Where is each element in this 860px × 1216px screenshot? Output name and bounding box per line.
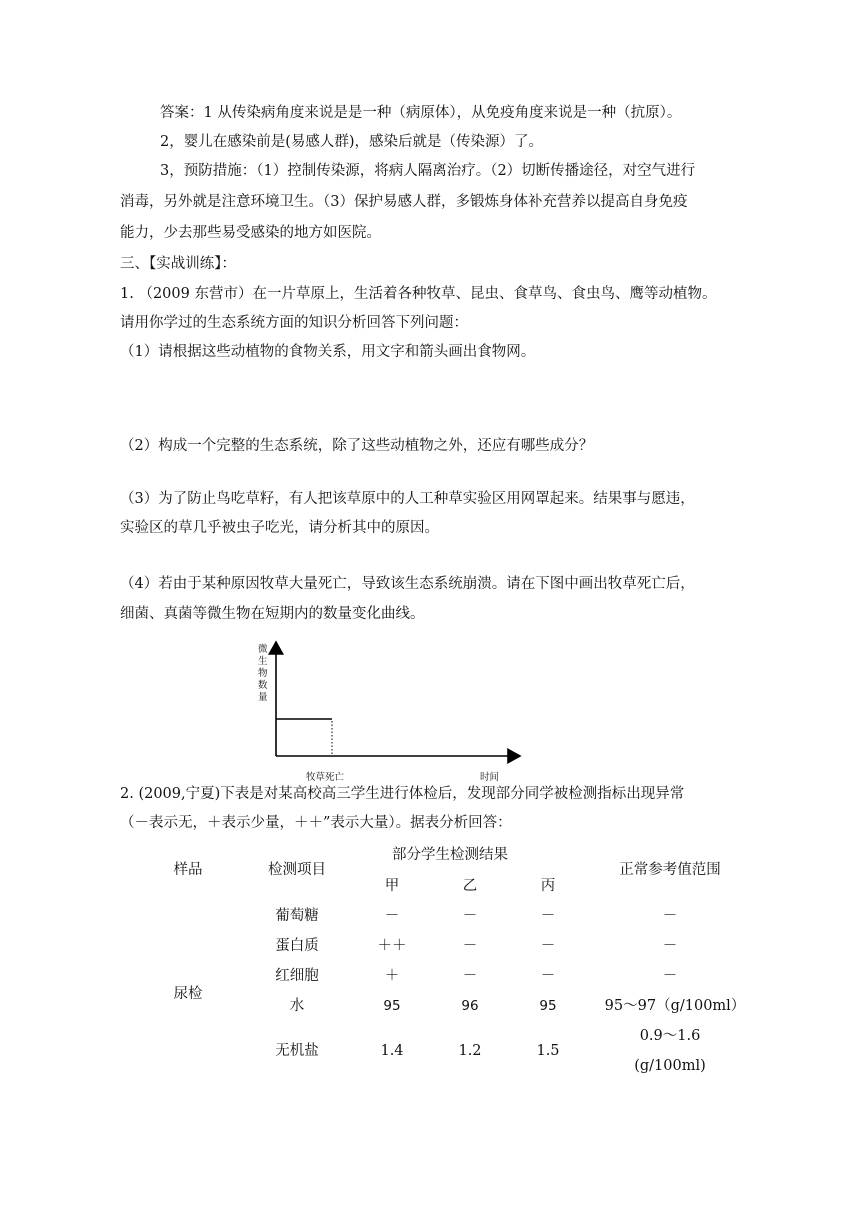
answer-line-1: 答案：1 从传染病角度来说是是一种（病原体），从免疫角度来说是一种（抗原）。 (160, 105, 682, 121)
q1-intro-a: 1. （2009 东营市）在一片草原上，生活着各种牧草、昆虫、食草鸟、食虫鸟、鹰等动植物。 (120, 286, 717, 302)
q1-part-3b: 实验区的草几乎被虫子吃光，请分析其中的原因。 (120, 520, 439, 536)
row-value-b: － (462, 908, 478, 924)
row-value-c: － (540, 938, 556, 954)
y-label-char: 物 (258, 668, 268, 679)
row-value-b: 1.2 (458, 1043, 482, 1059)
x-marker-label: 牧草死亡 (306, 772, 345, 783)
x-axis-label: 时间 (480, 772, 500, 783)
row-value-b: － (462, 968, 478, 984)
row-item: 葡萄糖 (275, 908, 319, 924)
sample-urine: 尿检 (173, 986, 203, 1002)
y-label-char: 生 (258, 656, 268, 667)
header-sample: 样品 (173, 862, 203, 878)
row-value-a: 95 (383, 998, 401, 1014)
header-normal: 正常参考值范围 (619, 862, 721, 878)
row-item: 红细胞 (275, 968, 319, 984)
row-value-c: － (540, 968, 556, 984)
row-value-c: － (540, 908, 556, 924)
q1-part-4a: （4）若由于某种原因牧草大量死亡，导致该生态系统崩溃。请在下图中画出牧草死亡后， (120, 576, 695, 592)
answer-line-2: 2，婴儿在感染前是(易感人群)，感染后就是（传染源）了。 (160, 134, 544, 150)
q1-part-1: （1）请根据这些动植物的食物关系，用文字和箭头画出食物网。 (120, 344, 536, 360)
row-normal-range: 0.9～1.6 (639, 1028, 701, 1044)
row-value-a: － (384, 908, 400, 924)
microbe-graph (240, 632, 540, 792)
q2-intro-a: 2. (2009,宁夏)下表是对某高校高三学生进行体检后，发现部分同学被检测指标出现异常 (120, 786, 685, 802)
header-item: 检测项目 (268, 862, 326, 878)
student-b: 乙 (462, 878, 478, 894)
row-value-a: 1.4 (380, 1043, 404, 1059)
answer-line-3c: 能力，少去那些易受感染的地方如医院。 (120, 225, 381, 241)
row-item: 无机盐 (275, 1043, 319, 1059)
y-label-char: 微 (258, 644, 268, 655)
y-label-char: 数 (258, 680, 268, 691)
student-a: 甲 (384, 878, 400, 894)
row-item: 水 (289, 998, 305, 1014)
student-c: 丙 (540, 878, 556, 894)
row-normal: － (662, 938, 678, 954)
y-label-char: 量 (258, 692, 268, 703)
row-value-b: － (462, 938, 478, 954)
row-normal: － (662, 908, 678, 924)
q1-part-4b: 细菌、真菌等微生物在短期内的数量变化曲线。 (120, 606, 425, 622)
row-normal: － (662, 968, 678, 984)
q1-intro-b: 请用你学过的生态系统方面的知识分析回答下列问题： (120, 315, 468, 331)
q1-part-2: （2）构成一个完整的生态系统，除了这些动植物之外，还应有哪些成分？ (120, 438, 594, 454)
q1-part-3a: （3）为了防止鸟吃草籽，有人把该草原中的人工种草实验区用网罩起来。结果事与愿违， (120, 491, 695, 507)
answer-line-3a: 3，预防措施：（1）控制传染源，将病人隔离治疗。（2）切断传播途径，对空气进行 (160, 163, 696, 179)
row-normal-unit: (g/100ml) (634, 1058, 706, 1074)
header-results: 部分学生检测结果 (392, 847, 508, 863)
answer-line-3b: 消毒，另外就是注意环境卫生。（3）保护易感人群，多锻炼身体补充营养以提高自身免疫 (120, 194, 688, 210)
row-value-a: ＋＋ (377, 938, 407, 954)
q2-intro-b: （－表示无，＋表示少量，＋＋”表示大量）。据表分析回答： (120, 815, 512, 831)
row-value-c: 95 (539, 998, 557, 1014)
row-value-b: 96 (461, 998, 479, 1014)
section-title: 三、【实战训练】： (120, 256, 236, 272)
row-normal: 95～97（g/100ml） (604, 998, 746, 1014)
row-value-c: 1.5 (536, 1043, 560, 1059)
graph-axes (240, 632, 540, 792)
row-item: 蛋白质 (275, 938, 319, 954)
y-axis-label (258, 644, 272, 704)
row-value-a: ＋ (384, 968, 400, 984)
